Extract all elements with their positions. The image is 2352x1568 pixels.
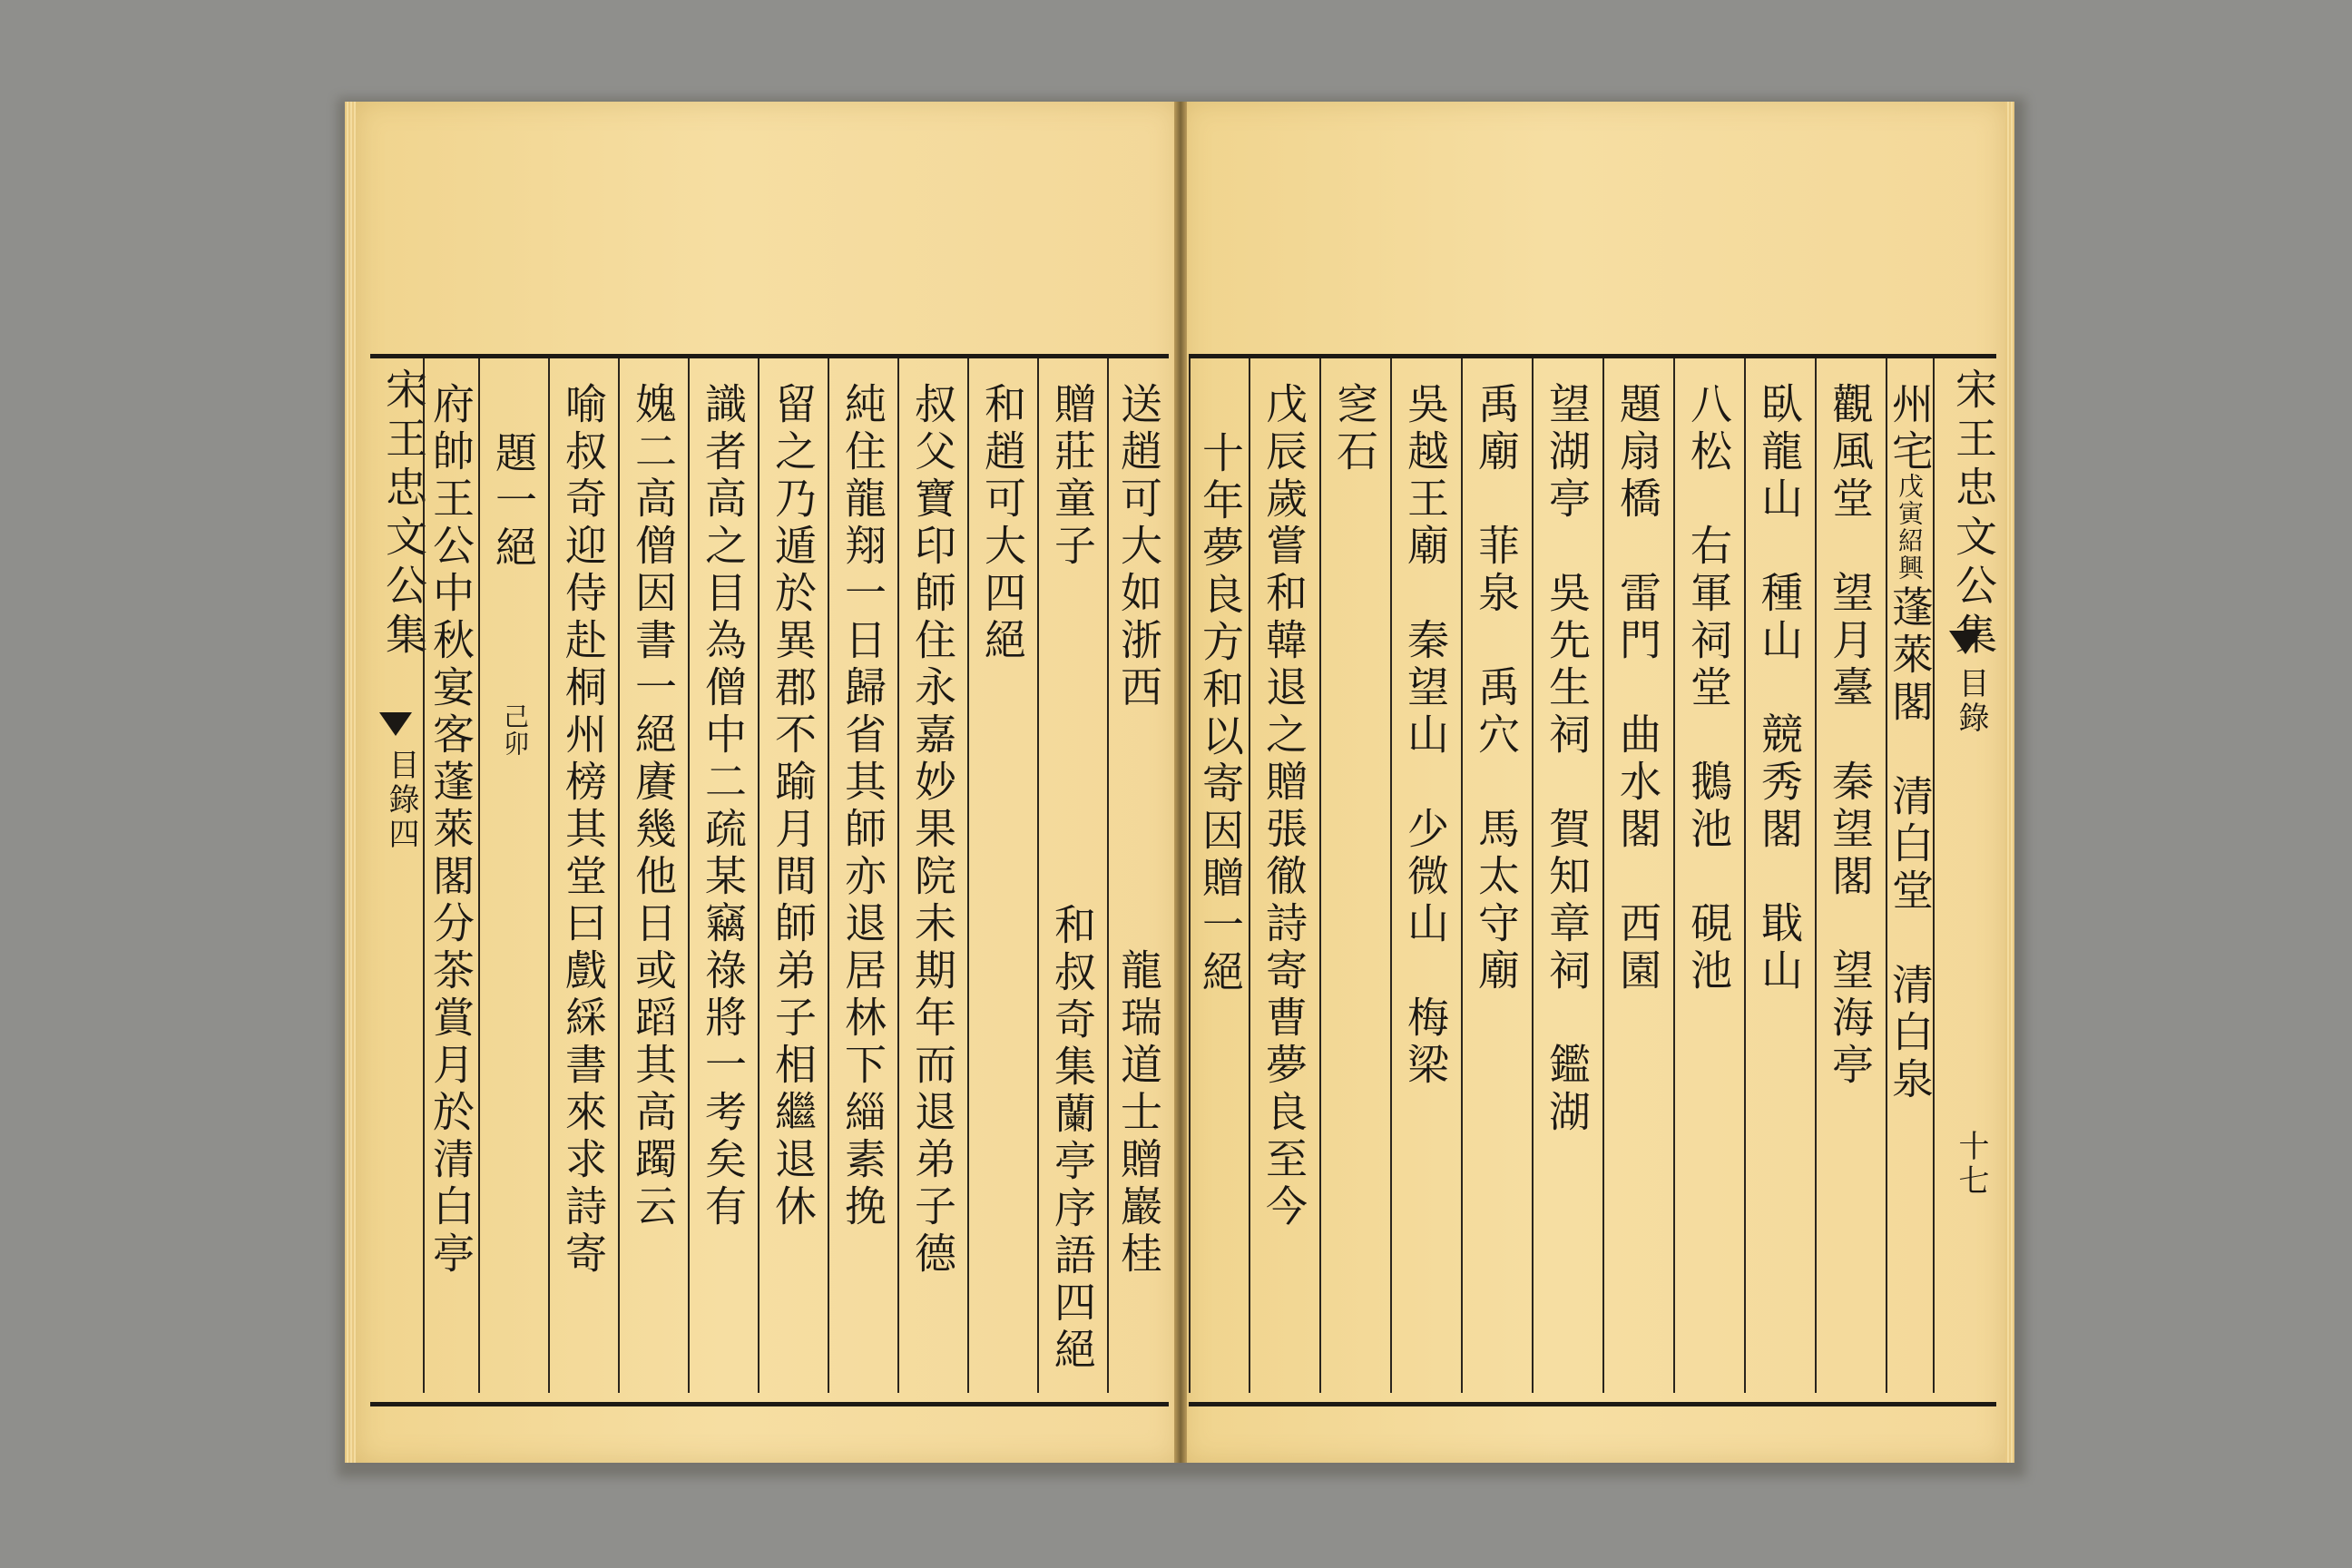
right-col-1-note: 戊寅紹興: [1895, 473, 1925, 582]
right-col-4: [1673, 358, 1746, 1393]
right-col-7-text: 禹廟 菲泉 禹穴 馬太守廟: [1472, 382, 1521, 995]
fishtail-mark-right: [1949, 631, 1982, 654]
left-col-8: [618, 358, 690, 1393]
right-col-2-text: 觀風堂 望月臺 秦望閣 望海亭: [1826, 382, 1875, 1090]
right-col-11: [1189, 358, 1250, 1393]
left-col-5-text: 純住龍翔一日歸省其師亦退居林下緇素挽: [838, 382, 887, 1231]
left-col-2: [1037, 358, 1109, 1393]
right-col-11-text: 十年夢良方和以寄因贈一絕: [1196, 431, 1245, 997]
right-col-7: [1461, 358, 1534, 1393]
right-col-1-rest: 蓬萊閣 清白堂 清白泉: [1886, 585, 1935, 1104]
right-col-8-text: 吳越王廟 秦望山 少微山 梅梁: [1401, 382, 1450, 1090]
right-col-10-text: 戊辰歲嘗和韓退之贈張徹詩寄曹夢良至今: [1259, 382, 1308, 1231]
right-col-8: [1390, 358, 1463, 1393]
left-col-6: [758, 358, 829, 1393]
fishtail-mark: [379, 712, 412, 736]
left-col-1: [1107, 358, 1171, 1393]
left-col-6-text: 留之乃遁於異郡不踰月間師弟子相繼退休: [769, 382, 818, 1231]
left-margin-title: 宋王忠文公集: [379, 368, 428, 662]
right-page-number: 十七: [1953, 1130, 1989, 1199]
left-col-9: [548, 358, 620, 1393]
right-col-1-text: 州宅: [1886, 382, 1935, 476]
left-col-10-text: 題一絕: [489, 431, 538, 573]
right-col-5-text: 題扇橋 雷門 曲水閣 西園: [1613, 382, 1662, 995]
left-col-1-text: 送趙可大如浙西: [1114, 382, 1163, 712]
left-col-11-text: 府帥王公中秋宴客蓬萊閣分茶賞月於清白亭: [426, 382, 475, 1279]
right-col-1: [1886, 358, 1935, 1393]
right-col-6: [1532, 358, 1604, 1393]
right-col-9-text: 窆石: [1330, 382, 1379, 476]
left-col-3-text: 和趙可大四絕: [978, 382, 1027, 665]
left-col-9-text: 喻叔奇迎侍赴桐州榜其堂曰戲綵書來求詩寄: [559, 382, 608, 1279]
left-col-4: [897, 358, 969, 1393]
left-margin-section: 目錄四: [383, 749, 419, 852]
right-col-5: [1602, 358, 1675, 1393]
left-margin-column: [370, 358, 428, 1393]
right-margin-section: 目錄: [1953, 667, 1989, 736]
right-col-9: [1319, 358, 1392, 1393]
left-col-7: [688, 358, 760, 1393]
left-col-10-note: 己卯: [500, 703, 530, 758]
book-gutter: [1174, 102, 1187, 1463]
left-col-4-text: 叔父寶印師住永嘉妙果院未期年而退弟子德: [908, 382, 957, 1279]
right-col-6-text: 望湖亭 吳先生祠 賀知章祠 鑑湖: [1543, 382, 1592, 1137]
right-col-10: [1249, 358, 1321, 1393]
left-col-2-item2: 和叔奇集蘭亭序語四絕: [1048, 903, 1097, 1375]
right-col-3-text: 臥龍山 種山 競秀閣 戢山: [1755, 382, 1804, 995]
left-col-3: [967, 358, 1039, 1393]
right-col-4-text: 八松 右軍祠堂 鵝池 硯池: [1684, 382, 1733, 995]
left-col-7-text: 識者高之目為僧中二疏某竊祿將一考矣有: [699, 382, 748, 1231]
right-margin-column: [1933, 358, 1998, 1393]
left-col-2-text: 贈莊童子: [1048, 382, 1097, 571]
left-col-10: [478, 358, 550, 1393]
right-col-3: [1744, 358, 1817, 1393]
left-col-11: [423, 358, 480, 1393]
right-col-2: [1815, 358, 1887, 1393]
right-margin-title: 宋王忠文公集: [1949, 368, 1998, 662]
left-col-8-text: 媿二高僧因書一絕賡幾他日或蹈其高躅云: [629, 382, 678, 1231]
left-col-1-item2: 龍瑞道士贈巖桂: [1114, 948, 1163, 1279]
left-col-5: [828, 358, 899, 1393]
